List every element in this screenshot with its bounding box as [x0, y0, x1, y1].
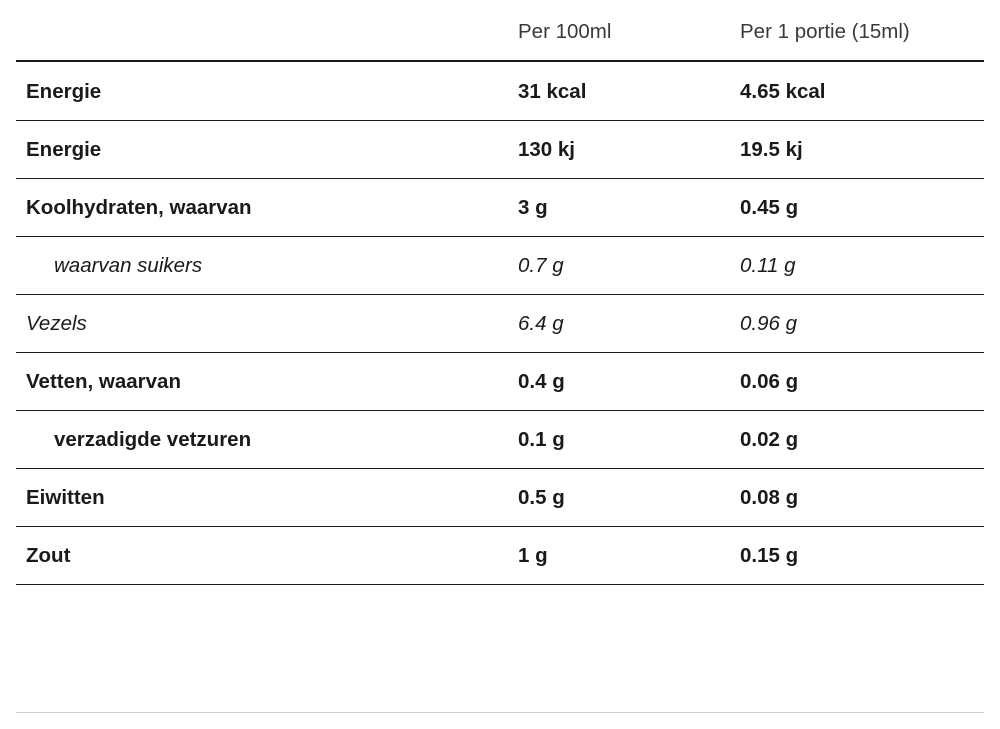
row-label-koolhydraten: Koolhydraten, waarvan	[16, 179, 506, 237]
table-header	[16, 0, 984, 61]
table-row	[16, 469, 984, 527]
row-value-per-100ml: 3 g	[506, 179, 728, 237]
table-row	[16, 121, 984, 179]
nutrition-table	[16, 0, 984, 585]
row-label-energie-kcal: Energie	[16, 61, 506, 121]
row-value-per-portion: 0.11 g	[728, 237, 984, 295]
row-value-per-portion: 0.96 g	[728, 295, 984, 353]
row-value-per-100ml: 31 kcal	[506, 61, 728, 121]
row-value-per-portion: 0.06 g	[728, 353, 984, 411]
row-value-per-100ml: 0.4 g	[506, 353, 728, 411]
footer-divider	[16, 712, 984, 713]
row-label-vetten: Vetten, waarvan	[16, 353, 506, 411]
row-label-waarvan-suikers: waarvan suikers	[16, 237, 506, 295]
column-header-per-100ml: Per 100ml	[506, 0, 728, 61]
row-label-energie-kj: Energie	[16, 121, 506, 179]
row-label-verzadigde-vetzuren: verzadigde vetzuren	[16, 411, 506, 469]
row-value-per-portion: 0.15 g	[728, 527, 984, 585]
row-value-per-100ml: 0.5 g	[506, 469, 728, 527]
row-label-eiwitten: Eiwitten	[16, 469, 506, 527]
table-row	[16, 353, 984, 411]
row-value-per-portion: 0.02 g	[728, 411, 984, 469]
row-value-per-portion: 4.65 kcal	[728, 61, 984, 121]
row-value-per-100ml: 130 kj	[506, 121, 728, 179]
row-value-per-portion: 0.08 g	[728, 469, 984, 527]
row-label-zout: Zout	[16, 527, 506, 585]
row-value-per-portion: 0.45 g	[728, 179, 984, 237]
table-row	[16, 61, 984, 121]
row-value-per-portion: 19.5 kj	[728, 121, 984, 179]
table-row	[16, 179, 984, 237]
row-value-per-100ml: 1 g	[506, 527, 728, 585]
column-header-nutrient	[16, 0, 506, 61]
table-row	[16, 411, 984, 469]
table-header-row	[16, 0, 984, 61]
column-header-per-portion: Per 1 portie (15ml)	[728, 0, 984, 61]
row-value-per-100ml: 0.7 g	[506, 237, 728, 295]
row-value-per-100ml: 0.1 g	[506, 411, 728, 469]
row-label-vezels: Vezels	[16, 295, 506, 353]
table-row	[16, 237, 984, 295]
table-row	[16, 527, 984, 585]
table-row	[16, 295, 984, 353]
table-body	[16, 61, 984, 585]
row-value-per-100ml: 6.4 g	[506, 295, 728, 353]
